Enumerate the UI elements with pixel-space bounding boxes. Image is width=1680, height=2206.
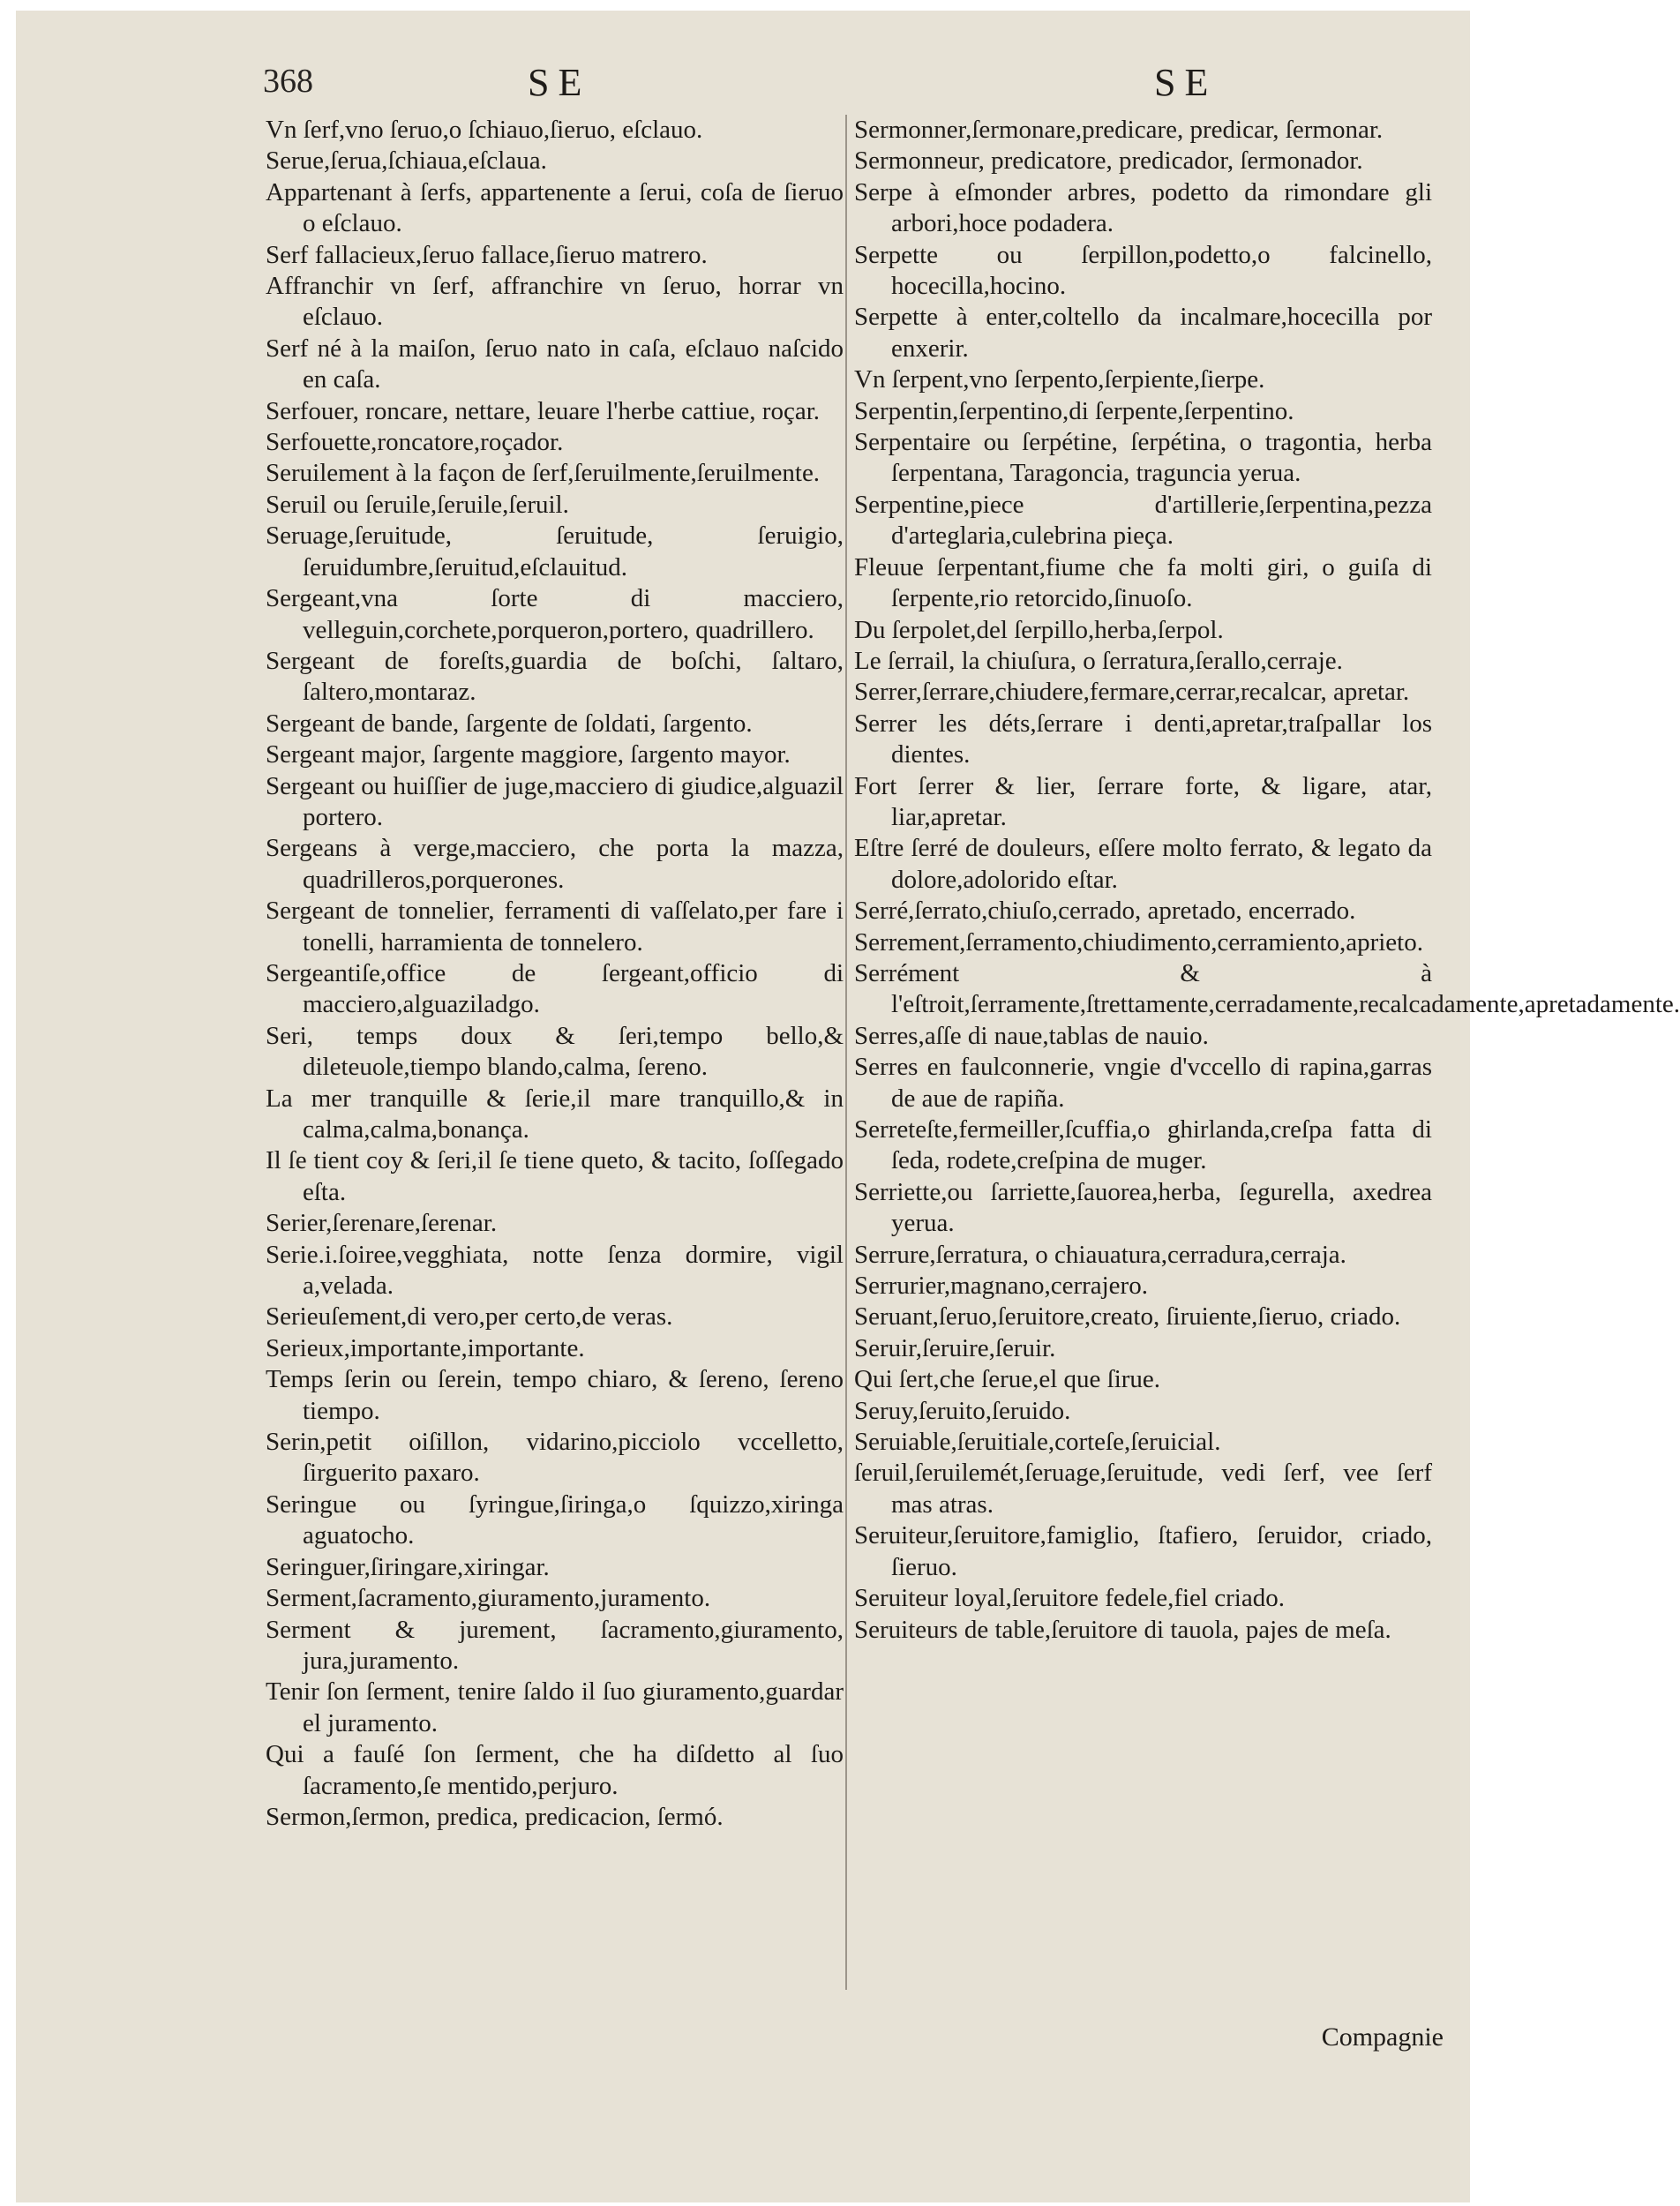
dictionary-entry: Seruiteur,ſeruitore,famiglio, ſtafiero, ſeruidor, criado, ſieruo.: [854, 1521, 1432, 1581]
dictionary-entry: Serment,ſacramento,giuramento,juramento.: [266, 1584, 711, 1613]
dictionary-entry: Fort ſerrer & lier, ſerrare forte, & ligare, atar, liar,apretar.: [854, 771, 1432, 831]
dictionary-entry: Serrure,ſerratura, o chiauatura,cerradura,cerraja.: [854, 1240, 1346, 1269]
dictionary-entry: Seruil ou ſeruile,ſeruile,ſeruil.: [266, 490, 569, 519]
dictionary-entry: Temps ſerin ou ſerein, tempo chiaro, & ſereno, ſereno tiempo.: [266, 1365, 844, 1425]
dictionary-entry: Serriette,ou ſarriette,ſauorea,herba, ſegurella, axedrea yerua.: [854, 1177, 1432, 1238]
dictionary-entry: Serie.i.ſoiree,vegghiata, notte ſenza dormire, vigil a,velada.: [266, 1240, 844, 1301]
dictionary-entry: Serment & jurement, ſacramento,giuramento, jura,juramento.: [266, 1615, 844, 1675]
dictionary-entry: Serfouer, roncare, nettare, leuare l'herbe cattiue, roçar.: [266, 396, 821, 425]
right-column: [854, 115, 1680, 1646]
dictionary-entry: Serf fallacieux,ſeruo fallace,ſieruo matrero.: [266, 240, 708, 269]
page-header: [263, 56, 1417, 109]
dictionary-entry: Seri, temps doux & ſeri,tempo bello,& dileteuole,tiempo blando,calma, ſereno.: [266, 1021, 844, 1082]
dictionary-entry: Sergeant major, ſargente maggiore, ſargento mayor.: [266, 740, 791, 769]
dictionary-entry: Qui ſert,che ſerue,el que ſirue.: [854, 1365, 1161, 1394]
dictionary-entry: Du ſerpolet,del ſerpillo,herba,ſerpol.: [854, 615, 1224, 644]
dictionary-entry: Serfouette,roncatore,roçador.: [266, 428, 564, 457]
dictionary-entry: Tenir ſon ſerment, tenire ſaldo il ſuo giuramento,guardar el juramento.: [266, 1677, 844, 1737]
dictionary-entry: Sergeant de bande, ſargente de ſoldati, ſargento.: [266, 709, 753, 738]
dictionary-entry: Sermonner,ſermonare,predicare, predicar, ſermonar.: [854, 116, 1384, 144]
dictionary-entry: Fleuue ſerpentant,fiume che fa molti giri, o guiſa di ſerpente,rio retorcido,ſinuoſo.: [854, 552, 1432, 613]
running-head-right: SE: [1154, 61, 1218, 104]
dictionary-entry: Il ſe tient coy & ſeri,il ſe tiene queto, & tacito, ſoſſegado eſta.: [266, 1146, 844, 1206]
dictionary-entry: Serres,aſſe di naue,tablas de nauio.: [854, 1021, 1209, 1050]
dictionary-entry: Seruage,ſeruitude, ſeruitude, ſeruigio, ſeruidumbre,ſeruitud,eſclauitud.: [266, 521, 844, 582]
column-divider: [845, 115, 847, 1990]
dictionary-entry: Affranchir vn ſerf, affranchire vn ſeruo, horrar vn eſclauo.: [266, 272, 844, 332]
dictionary-entry: Serrer,ſerrare,chiudere,fermare,cerrar,recalcar, apretar.: [854, 678, 1410, 707]
dictionary-entry: Serpentaire ou ſerpétine, ſerpétina, o tragontia, herba ſerpentana, Taragoncia, traguncia yerua.: [854, 428, 1432, 488]
dictionary-entry: Seruiteur loyal,ſeruitore fedele,fiel criado.: [854, 1584, 1285, 1613]
dictionary-entry: Serpentine,piece d'artillerie,ſerpentina,pezza d'arteglaria,culebrina pieça.: [854, 490, 1432, 551]
dictionary-entry: Serieuſement,di vero,per certo,de veras.: [266, 1302, 673, 1332]
left-column: [266, 115, 844, 1833]
dictionary-entry: Sergeans à verge,macciero, che porta la mazza, quadrilleros,porquerones.: [266, 834, 844, 894]
dictionary-entry: Seringue ou ſyringue,ſiringa,o ſquizzo,xiringa aguatocho.: [266, 1489, 844, 1550]
dictionary-entry: Seruant,ſeruo,ſeruitore,creato, ſiruiente,ſieruo, criado.: [854, 1302, 1401, 1332]
dictionary-entry: Sergeantiſe,office de ſergeant,officio di macciero,alguaziladgo.: [266, 958, 844, 1019]
dictionary-entry: La mer tranquille & ſerie,il mare tranquillo,& in calma,calma,bonança.: [266, 1084, 844, 1144]
dictionary-entry: Appartenant à ſerfs, appartenente a ſerui, coſa de ſieruo o eſclauo.: [266, 177, 844, 238]
dictionary-entry: Serpentin,ſerpentino,di ſerpente,ſerpentino.: [854, 396, 1294, 425]
dictionary-entry: Serin,petit oiſillon, vidarino,picciolo vccelletto, ſirguerito paxaro.: [266, 1428, 844, 1488]
dictionary-entry: Seruy,ſeruito,ſeruido.: [854, 1396, 1071, 1425]
dictionary-entry: Serré,ſerrato,chiuſo,cerrado, apretado, encerrado.: [854, 897, 1356, 926]
dictionary-entry: Sergeant ou huiſſier de juge,macciero di giudice,alguazil portero.: [266, 771, 844, 831]
dictionary-entry: Serres en faulconnerie, vngie d'vccello di rapina,garras de aue de rapiña.: [854, 1053, 1432, 1113]
dictionary-entry: Sergeant de tonnelier, ferramenti di vaſſelato,per fare i tonelli, harramienta de tonnelero.: [266, 897, 844, 957]
dictionary-entry: Sermonneur, predicatore, predicador, ſermonador.: [854, 146, 1363, 176]
dictionary-entry: Vn ſerpent,vno ſerpento,ſerpiente,ſierpe.: [854, 365, 1265, 394]
dictionary-entry: Serpe à eſmonder arbres, podetto da rimondare gli arbori,hoce podadera.: [854, 177, 1432, 238]
dictionary-entry: Seruir,ſeruire,ſeruir.: [854, 1333, 1056, 1362]
dictionary-entry: Serpette à enter,coltello da incalmare,hocecilla por enxerir.: [854, 303, 1432, 363]
dictionary-entry: Serrer les déts,ſerrare i denti,apretar,traſpallar los dientes.: [854, 709, 1432, 769]
dictionary-entry: Serpette ou ſerpillon,podetto,o falcinello, hocecilla,hocino.: [854, 240, 1432, 301]
dictionary-entry: Serrement,ſerramento,chiudimento,cerramiento,aprieto.: [854, 927, 1423, 957]
dictionary-entry: Seruilement à la façon de ſerf,ſeruilmente,ſeruilmente.: [266, 459, 821, 488]
dictionary-entry: Serrément & à l'eſtroit,ſerramente,ſtrettamente,cerradamente,recalcadamente,apretadamente.: [854, 958, 1680, 1019]
dictionary-entry: Seruiteurs de table,ſeruitore di tauola, pajes de meſa.: [854, 1615, 1391, 1644]
dictionary-entry: Seringuer,ſiringare,xiringar.: [266, 1552, 550, 1581]
dictionary-entry: Serue,ſerua,ſchiaua,eſclaua.: [266, 146, 547, 176]
dictionary-entry: Serf né à la maiſon, ſeruo nato in caſa, eſclauo naſcido en caſa.: [266, 334, 844, 394]
dictionary-entry: Serier,ſerenare,ſerenar.: [266, 1209, 498, 1238]
dictionary-entry: Sergeant,vna ſorte di macciero, velleguin,corchete,porqueron,portero, quadrillero.: [266, 584, 844, 644]
page-number: 368: [263, 63, 313, 100]
dictionary-entry: Vn ſerf,vno ſeruo,o ſchiauo,ſieruo, eſclauo.: [266, 116, 703, 144]
dictionary-entry: Sermon,ſermon, predica, predicacion, ſermó.: [266, 1802, 724, 1831]
dictionary-entry: Serreteſte,fermeiller,ſcuffia,o ghirlanda,creſpa fatta di ſeda, rodete,creſpina de muger.: [854, 1115, 1432, 1175]
dictionary-entry: Qui a fauſé ſon ſerment, che ha diſdetto al ſuo ſacramento,ſe mentido,perjuro.: [266, 1740, 844, 1800]
catchword: Compagnie: [1321, 2022, 1444, 2052]
dictionary-entry: Serieux,importante,importante.: [266, 1333, 585, 1362]
dictionary-entry: Eſtre ſerré de douleurs, eſſere molto ferrato, & legato da dolore,adolorido eſtar.: [854, 834, 1432, 894]
dictionary-entry: Le ſerrail, la chiuſura, o ſerratura,ſerallo,cerraje.: [854, 646, 1343, 675]
dictionary-page: [16, 11, 1680, 2202]
running-head-left: SE: [528, 61, 591, 104]
dictionary-entry: Seruiable,ſeruitiale,corteſe,ſeruicial.: [854, 1428, 1221, 1457]
dictionary-entry: Serrurier,magnano,cerrajero.: [854, 1272, 1148, 1301]
dictionary-entry: Sergeant de foreſts,guardia de boſchi, ſaltaro, ſaltero,montaraz.: [266, 646, 844, 707]
dictionary-entry: ſeruil,ſeruilemét,ſeruage,ſeruitude, vedi ſerf, vee ſerf mas atras.: [854, 1459, 1432, 1519]
